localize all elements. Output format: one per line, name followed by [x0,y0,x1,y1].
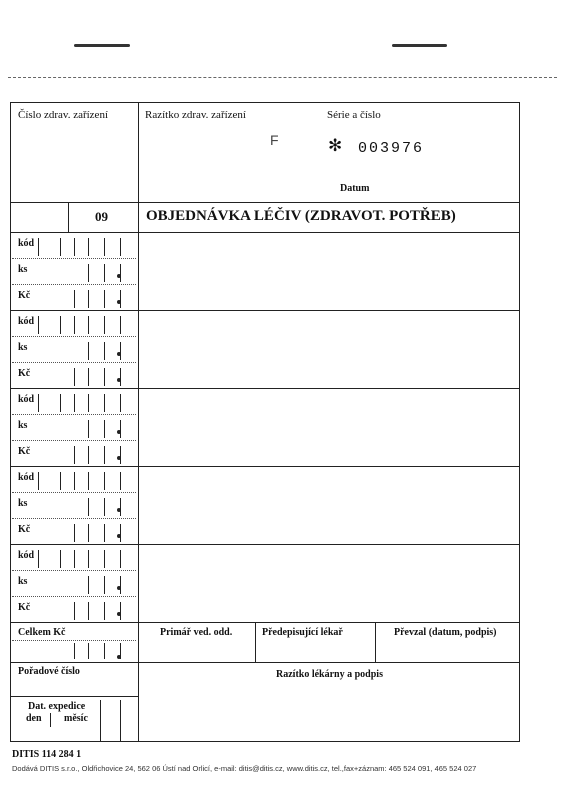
digit-tick [120,290,121,308]
digit-tick [88,394,89,412]
digit-tick [74,446,75,464]
dispatch-label: Dat. expedice [28,701,86,712]
digit-tick [74,394,75,412]
digit-tick [74,238,75,256]
binding-mark-right [392,44,447,47]
digit-tick [88,472,89,490]
decimal-point [117,274,121,278]
total-row-bottom [10,662,138,663]
row-label-code: kód [18,550,35,561]
footer-signatures-bottom [138,662,520,663]
digit-tick [104,576,105,594]
digit-tick [120,446,121,464]
row-dotted-line [12,570,136,571]
digit-tick [60,238,61,256]
form-code-number: 09 [95,209,108,224]
decimal-point [117,508,121,512]
binding-mark-left [74,44,130,47]
digit-tick [88,420,89,438]
order-number-bottom [10,696,138,697]
item-description-field[interactable] [140,467,518,543]
row-label-qty: ks [18,420,28,431]
digit-tick [120,420,121,438]
row-label-code: kód [18,472,35,483]
digit-tick [38,550,39,568]
items-divider [138,232,139,622]
total-label: Celkem Kč [18,627,66,638]
series-number-label: Série a číslo [327,109,381,121]
footer-top [10,622,520,623]
digit-tick [88,602,89,620]
facility-number-label: Číslo zdrav. zařízení [18,109,108,121]
row-label-price: Kč [18,368,31,379]
received-label: Převzal (datum, podpis) [394,627,497,638]
digit-tick [88,498,89,516]
serial-star: ✻ [328,136,343,155]
digit-tick [104,394,105,412]
digit-tick [60,472,61,490]
prescribing-label: Předepisující lékař [262,627,343,638]
decimal-point [117,378,121,382]
supplier-info: Dodává DITIS s.r.o., Oldřichovice 24, 562 06 Ústí nad Orlicí, e-mail: ditis@ditis.cz, www.ditis.cz, tel.,fax+záznam: 465 524 091, 465 524 027 [12,764,477,773]
row-label-code: kód [18,394,35,405]
digit-tick [120,602,121,620]
decimal-point [117,430,121,434]
digit-tick [104,550,105,568]
row-dotted-line [12,440,136,441]
digit-tick [88,368,89,386]
decimal-point [117,586,121,590]
digit-tick [74,368,75,386]
facility-stamp-label: Razítko zdrav. zařízení [145,109,246,121]
digit-tick [38,394,39,412]
decimal-point [117,456,121,460]
footer-divider [138,622,139,742]
digit-tick [74,316,75,334]
digit-tick [120,394,121,412]
row-dotted-line [12,336,136,337]
row-label-qty: ks [18,576,28,587]
series-letter: F [270,132,279,148]
digit-tick [60,394,61,412]
digit-tick [104,602,105,620]
header-divider [138,102,139,202]
row-label-code: kód [18,316,35,327]
month-label: měsíc [64,713,88,724]
digit-tick [104,472,105,490]
footer-divider-3 [375,622,376,662]
row-dotted-line [12,284,136,285]
digit-tick [60,316,61,334]
digit-tick [88,342,89,360]
day-label: den [26,713,42,724]
digit-tick [88,643,89,659]
row-label-price: Kč [18,446,31,457]
row-label-qty: ks [18,498,28,509]
digit-tick [120,524,121,542]
digit-tick [88,264,89,282]
decimal-point [117,300,121,304]
digit-tick [104,524,105,542]
row-label-qty: ks [18,264,28,275]
digit-tick [104,420,105,438]
digit-tick [104,342,105,360]
digit-tick [74,524,75,542]
digit-tick [74,602,75,620]
digit-tick [60,550,61,568]
order-number-label: Pořadové číslo [18,666,80,677]
row-dotted-line [12,518,136,519]
digit-tick [88,550,89,568]
digit-tick [104,264,105,282]
title-code-divider-right [138,202,139,232]
form-code-footer: DITIS 114 284 1 [12,749,82,760]
serial-number: 003976 [358,140,425,157]
pharmacy-stamp-label: Razítko lékárny a podpis [276,669,383,680]
row-label-price: Kč [18,524,31,535]
digit-tick [120,238,121,256]
item-description-field[interactable] [140,311,518,387]
primary-label: Primář ved. odd. [160,627,233,638]
digit-tick [38,472,39,490]
digit-tick [120,550,121,568]
digit-tick [120,342,121,360]
footer-divider-2 [255,622,256,662]
digit-tick [104,238,105,256]
digit-tick [74,643,75,659]
digit-tick [120,576,121,594]
title-row-top [10,202,520,203]
decimal-point [117,655,121,659]
row-dotted-line [12,492,136,493]
row-label-code: kód [18,238,35,249]
digit-tick [104,446,105,464]
perforation-line [8,77,557,78]
digit-tick [120,368,121,386]
digit-tick [120,316,121,334]
digit-tick [38,238,39,256]
digit-tick [120,264,121,282]
digit-tick [38,316,39,334]
digit-tick [74,550,75,568]
decimal-point [117,612,121,616]
row-label-price: Kč [18,290,31,301]
row-dotted-line [12,258,136,259]
date-tick [120,700,121,742]
item-description-field[interactable] [140,233,518,309]
digit-tick [88,290,89,308]
digit-tick [88,446,89,464]
decimal-point [117,534,121,538]
row-label-price: Kč [18,602,31,613]
digit-tick [74,290,75,308]
digit-tick [88,238,89,256]
item-description-field[interactable] [140,389,518,465]
title-code-divider-left [68,202,69,232]
digit-tick [88,576,89,594]
digit-tick [120,498,121,516]
digit-tick [104,643,105,659]
decimal-point [117,352,121,356]
digit-tick [120,472,121,490]
row-dotted-line [12,414,136,415]
digit-tick [104,316,105,334]
digit-tick [88,316,89,334]
row-dotted-line [12,362,136,363]
digit-tick [104,498,105,516]
date-tick [50,713,51,727]
date-label: Datum [340,183,370,194]
digit-tick [74,472,75,490]
date-tick [100,700,101,742]
digit-tick [104,368,105,386]
digit-tick [88,524,89,542]
digit-tick [104,290,105,308]
row-dotted-line [12,640,136,641]
form-title: OBJEDNÁVKA LÉČIV (ZDRAVOT. POTŘEB) [146,208,456,224]
row-label-qty: ks [18,342,28,353]
item-description-field[interactable] [140,545,518,621]
row-dotted-line [12,596,136,597]
